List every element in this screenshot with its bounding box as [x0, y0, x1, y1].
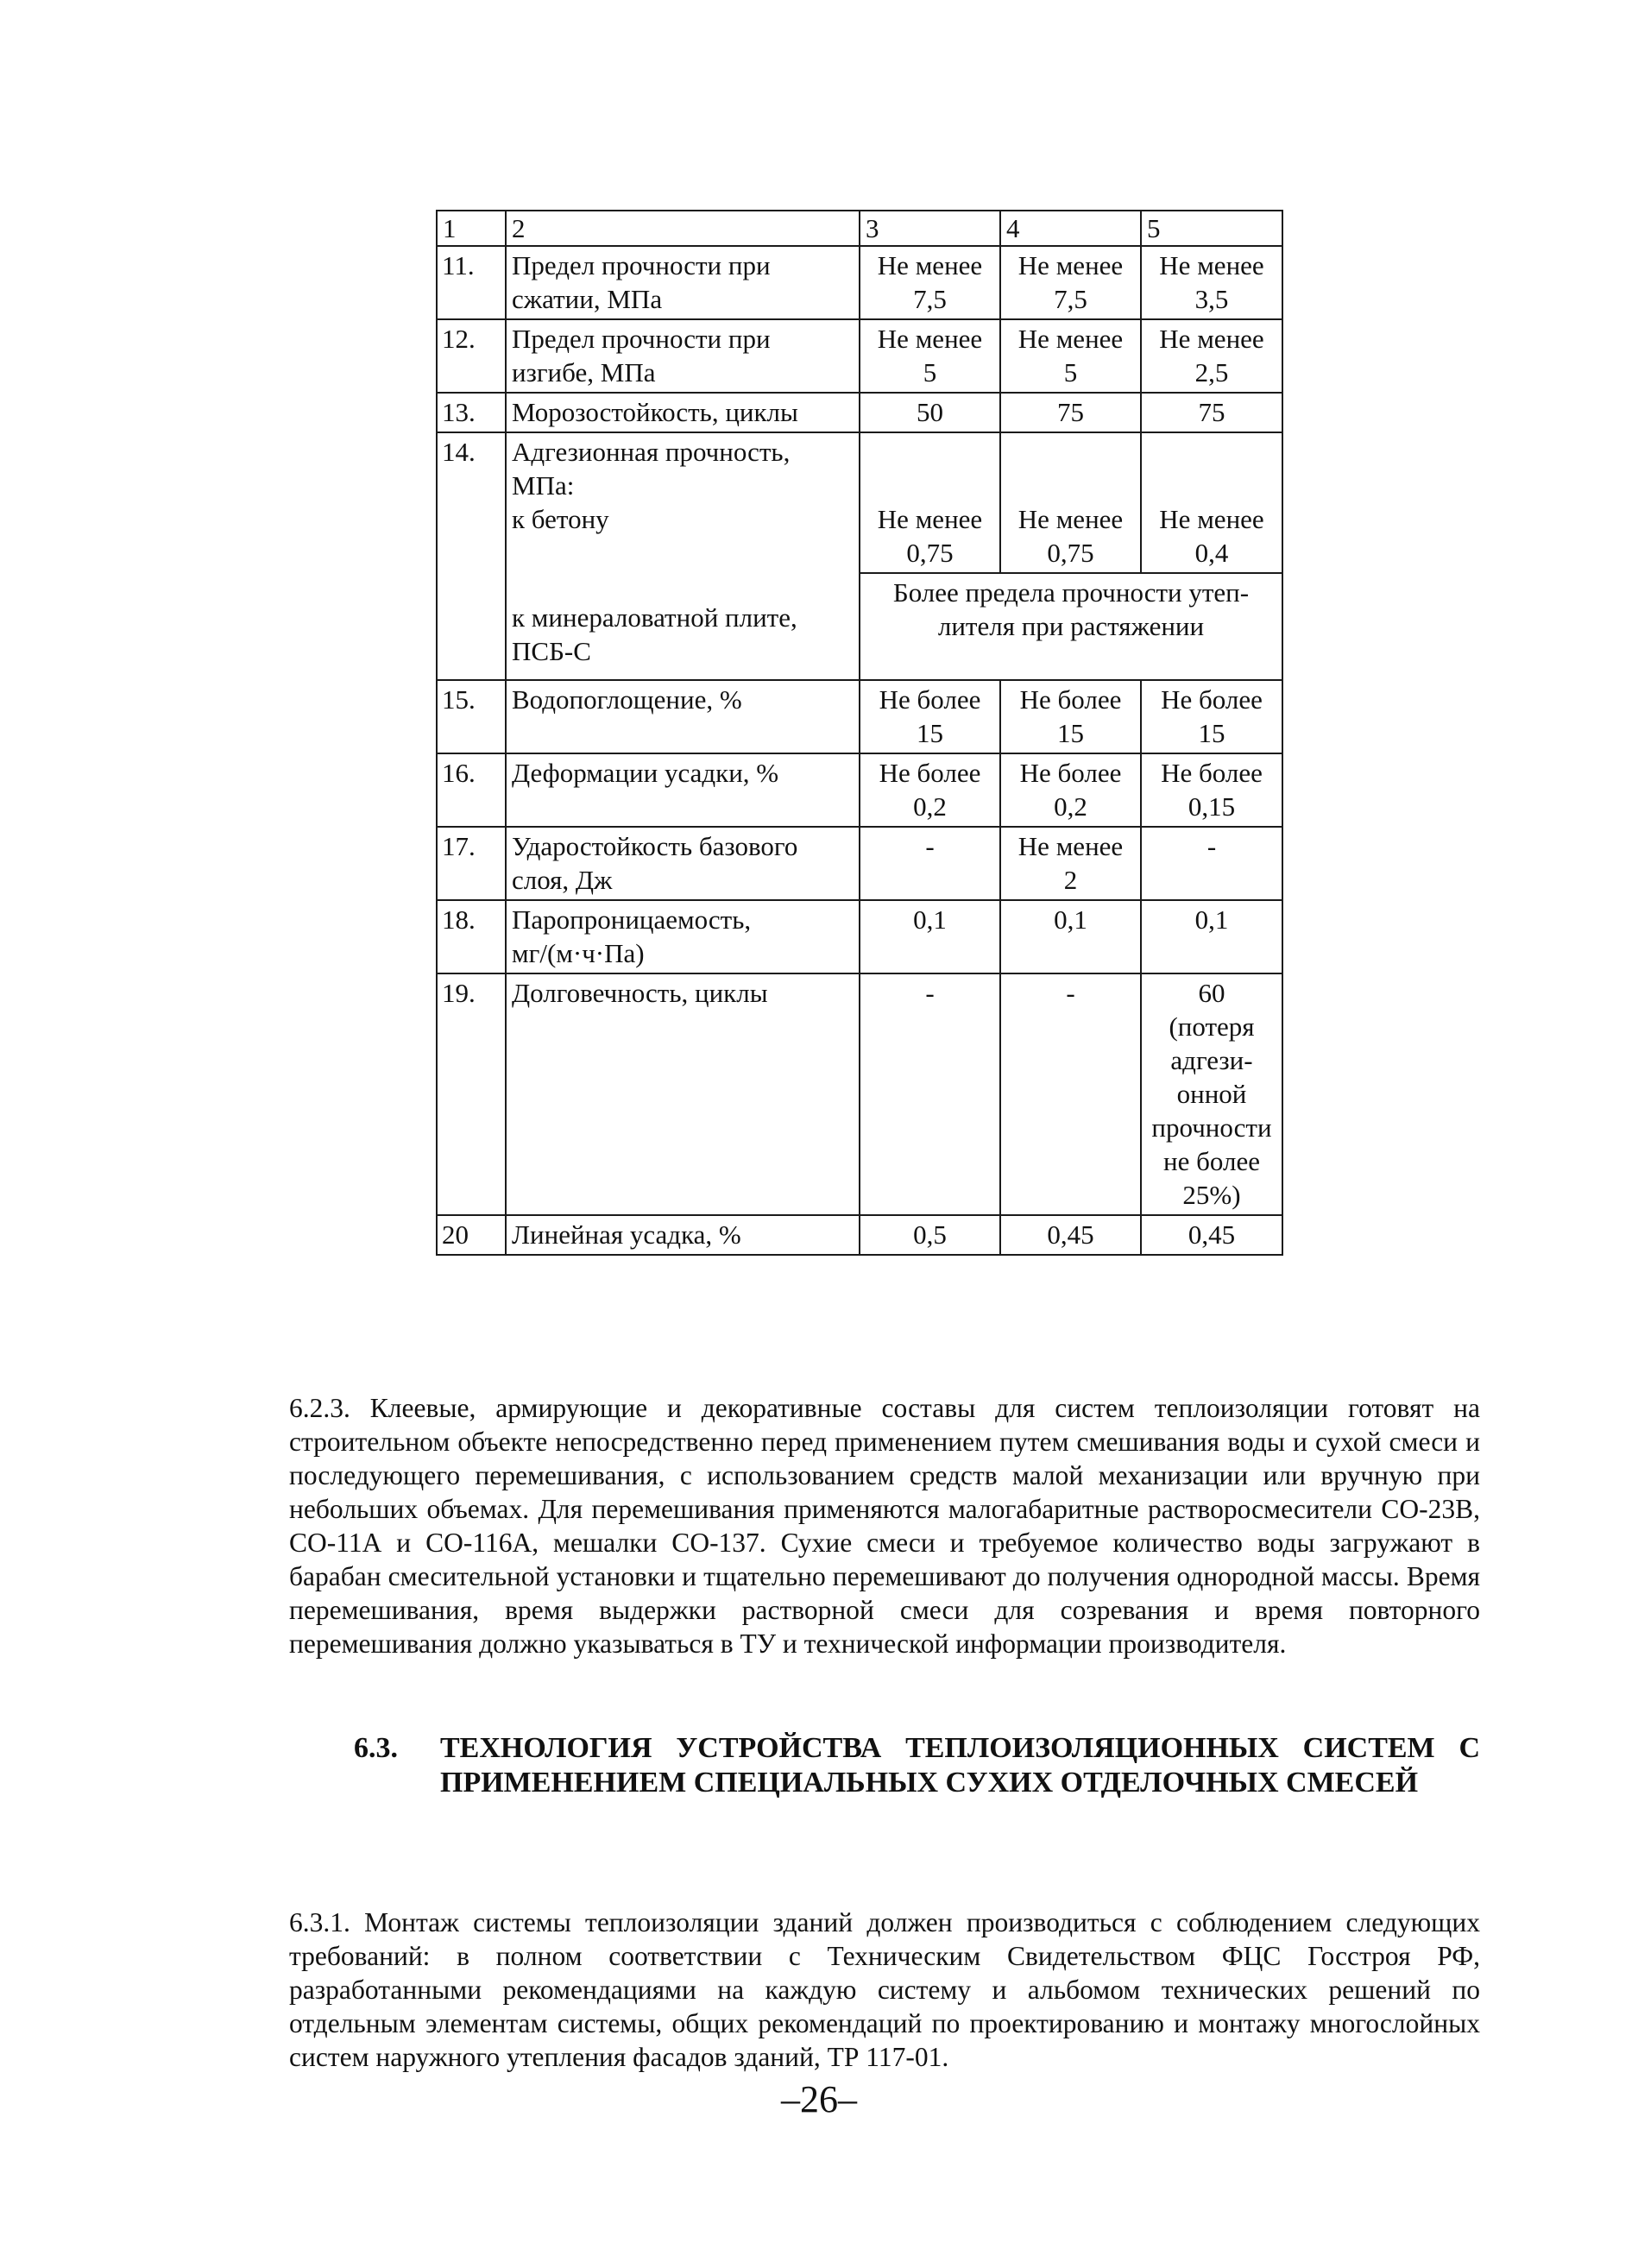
row-label-line: Паропроницаемость,: [512, 904, 752, 935]
value-col4-line: 0,75: [1047, 538, 1094, 568]
value-col5-line: 0,45: [1188, 1219, 1236, 1250]
value-col3-line: 0,1: [913, 904, 947, 935]
value-col5-line: Не более: [1161, 684, 1263, 715]
value-col3-line: -: [925, 978, 935, 1008]
row-number: 16.: [437, 753, 506, 827]
value-col4-line: Не менее: [1017, 831, 1124, 861]
table-row: [437, 680, 1282, 753]
row-label: [506, 827, 860, 900]
row-label: [506, 246, 860, 319]
value-col3: [860, 1215, 1000, 1255]
value-col5-line: 0,15: [1188, 791, 1236, 822]
paragraph-6-3-1: 6.3.1. Монтаж системы теплоизоляции зданий должен производиться с соблюдением следующих требований: в полном соответствии с Техническим Свидетельством ФЦС Госстроя РФ, разработанными рекомендациями на каждую систему и альбомом технических решений по отдельным элементам системы, общих рекомендаций по проектированию и монтажу многослойных систем наружного утепления фасадов зданий, ТР 117-01.: [289, 1907, 1480, 2072]
row-number: 20: [437, 1215, 506, 1255]
header-cell: 5: [1141, 211, 1282, 246]
value-col4: [1000, 432, 1141, 573]
row-label-line: мг/(м·ч·Па): [512, 938, 645, 968]
value-col5: [1141, 827, 1282, 900]
value-col5-line: -: [1206, 831, 1217, 861]
row-number: 17.: [437, 827, 506, 900]
properties-table-body: [437, 211, 1282, 1255]
value-col4-line: 5: [1063, 357, 1078, 387]
table-row: [437, 246, 1282, 319]
value-col4-line: 0,2: [1054, 791, 1087, 822]
page-number: –26–: [781, 2078, 857, 2120]
row-label: [506, 753, 860, 827]
value-col3: [860, 680, 1000, 753]
merged-value: [860, 573, 1282, 680]
row-label: [506, 680, 860, 753]
value-col5-line: 0,1: [1194, 904, 1229, 935]
row-label-line: МПа:: [512, 470, 575, 501]
value-col3: [860, 827, 1000, 900]
value-col4-line: Не менее: [1017, 324, 1124, 354]
value-col5-line: Не более: [1161, 758, 1263, 788]
section-number: 6.3.: [354, 1732, 398, 1764]
value-col5-line: 2,5: [1194, 357, 1229, 387]
table-row: [437, 900, 1282, 973]
row-label: [506, 393, 860, 432]
value-col4-line: 15: [1057, 718, 1084, 748]
value-col3-line: Не менее: [877, 324, 983, 354]
value-col5-line: прочности: [1151, 1112, 1272, 1143]
row-sub-label: ПСБ-С: [512, 636, 591, 666]
value-col3-line: Не более: [879, 684, 981, 715]
row-number: 13.: [437, 393, 506, 432]
value-col3: [860, 246, 1000, 319]
value-col4: [1000, 680, 1141, 753]
value-col5: [1141, 680, 1282, 753]
header-cell: 4: [1000, 211, 1141, 246]
value-col3: [860, 900, 1000, 973]
header-cell: 3: [860, 211, 1000, 246]
row-label-line: Адгезионная прочность,: [512, 437, 791, 467]
row-number: 19.: [437, 973, 506, 1215]
value-col5: [1141, 1215, 1282, 1255]
value-col4-line: Не более: [1019, 758, 1122, 788]
value-col5: [1141, 753, 1282, 827]
row-label: [506, 319, 860, 393]
table-row: [437, 973, 1282, 1215]
row-label: [506, 432, 860, 680]
value-col3-line: -: [925, 831, 935, 861]
row-label-line: Водопоглощение, %: [512, 684, 742, 715]
section-title: ТЕХНОЛОГИЯ УСТРОЙСТВА ТЕПЛОИЗОЛЯЦИОННЫХ СИСТЕМ С ПРИМЕНЕНИЕМ СПЕЦИАЛЬНЫХ СУХИХ ОТДЕЛОЧНЫХ СМЕСЕЙ: [440, 1732, 1480, 1799]
value-col5: [1141, 432, 1282, 573]
row-number: 14.: [437, 432, 506, 680]
value-col3: [860, 753, 1000, 827]
value-col5: [1141, 973, 1282, 1215]
value-col5: [1141, 246, 1282, 319]
value-col5-line: 3,5: [1194, 284, 1229, 314]
table-row: [437, 827, 1282, 900]
value-col4-line: Не более: [1019, 684, 1122, 715]
row-label-line: Предел прочности при: [512, 250, 771, 280]
table-row: [437, 319, 1282, 393]
value-col4-line: Не менее: [1017, 504, 1124, 534]
row-number: 11.: [437, 246, 506, 319]
value-col4: [1000, 246, 1141, 319]
value-col5-line: Не менее: [1159, 504, 1264, 534]
value-col5-line: онной: [1176, 1079, 1247, 1109]
table-row: [437, 753, 1282, 827]
merged-value-line: Более предела прочности утеп-: [892, 577, 1250, 608]
value-col4-line: 75: [1057, 397, 1084, 427]
value-col3: [860, 393, 1000, 432]
value-col3-line: Не менее: [877, 504, 983, 534]
row-label-line: к бетону: [512, 504, 609, 534]
row-label-line: Морозостойкость, циклы: [512, 397, 798, 427]
value-col4: [1000, 1215, 1141, 1255]
value-col3: [860, 432, 1000, 573]
value-col3-line: 7,5: [913, 284, 947, 314]
table-row: [437, 1215, 1282, 1255]
value-col3-line: 0,75: [906, 538, 954, 568]
table-row: [437, 393, 1282, 432]
row-label-line: Линейная усадка, %: [512, 1219, 741, 1250]
value-col5: [1141, 393, 1282, 432]
value-col5-line: Не менее: [1159, 250, 1264, 280]
value-col4-line: -: [1066, 978, 1075, 1008]
row-label-line: сжатии, МПа: [512, 284, 663, 314]
row-number: 12.: [437, 319, 506, 393]
value-col3-line: 0,2: [913, 791, 947, 822]
header-cell: 2: [506, 211, 860, 246]
value-col4-line: 2: [1063, 865, 1078, 895]
value-col3: [860, 319, 1000, 393]
row-label-line: изгибе, МПа: [512, 357, 656, 387]
value-col5-line: 75: [1198, 397, 1225, 427]
row-label-line: Долговечность, циклы: [512, 978, 768, 1008]
row-number: 18.: [437, 900, 506, 973]
value-col4-line: 7,5: [1054, 284, 1087, 314]
section-heading-6-3: [354, 1731, 1480, 1800]
row-label-line: Предел прочности при: [512, 324, 771, 354]
value-col5-line: не более: [1163, 1146, 1260, 1176]
value-col4: [1000, 393, 1141, 432]
value-col5-line: адгези-: [1170, 1045, 1253, 1075]
value-col4-line: 0,45: [1047, 1219, 1094, 1250]
row-sub-label: к минераловатной плите,: [512, 602, 797, 633]
paragraph-6-2-3: 6.2.3. Клеевые, армирующие и декоративные составы для систем теплоизоляции готовят на строительном объекте непосредственно перед применением путем смешивания воды и сухой смеси и последующего перемешивания, с использованием средств малой механизации или вручную при небольших объемах. Для перемешивания применяются малогабаритные растворосмесители СО-23В, СО-11А и СО-116А, мешалки СО-137. Сухие смеси и требуемое количество воды загружают в барабан смесительной установки и тщательно перемешивают до получения однородной массы. Время перемешивания, время выдержки растворной смеси для созревания и время повторного перемешивания должно указываться в ТУ и технической информации производителя.: [289, 1393, 1480, 1659]
value-col4: [1000, 753, 1141, 827]
value-col5: [1141, 319, 1282, 393]
value-col4-line: Не менее: [1017, 250, 1124, 280]
value-col5-line: 25%): [1182, 1180, 1241, 1210]
value-col3-line: 5: [923, 357, 937, 387]
row-label-line: слоя, Дж: [512, 865, 613, 895]
value-col4: [1000, 319, 1141, 393]
table-row: [437, 432, 1282, 573]
header-cell: 1: [437, 211, 506, 246]
row-label: [506, 900, 860, 973]
value-col5: [1141, 900, 1282, 973]
value-col3: [860, 973, 1000, 1215]
properties-table: [436, 210, 1283, 1256]
row-label-line: Ударостойкость базового: [512, 831, 798, 861]
row-label: [506, 973, 860, 1215]
table-header-row: [437, 211, 1282, 246]
value-col3-line: Не более: [879, 758, 981, 788]
row-number: 15.: [437, 680, 506, 753]
value-col3-line: 15: [917, 718, 943, 748]
value-col5-line: 15: [1198, 718, 1225, 748]
value-col4: [1000, 827, 1141, 900]
value-col3-line: 50: [917, 397, 943, 427]
row-label-line: Деформации усадки, %: [512, 758, 779, 788]
value-col5-line: (потеря: [1169, 1011, 1255, 1042]
value-col4-line: 0,1: [1054, 904, 1087, 935]
value-col3-line: 0,5: [913, 1219, 947, 1250]
value-col4: [1000, 973, 1141, 1215]
value-col5-line: 60: [1198, 978, 1225, 1008]
value-col4: [1000, 900, 1141, 973]
value-col5-line: 0,4: [1194, 538, 1229, 568]
value-col5-line: Не менее: [1159, 324, 1264, 354]
merged-value-line: лителя при растяжении: [937, 611, 1205, 641]
value-col3-line: Не менее: [877, 250, 983, 280]
row-label: [506, 1215, 860, 1255]
